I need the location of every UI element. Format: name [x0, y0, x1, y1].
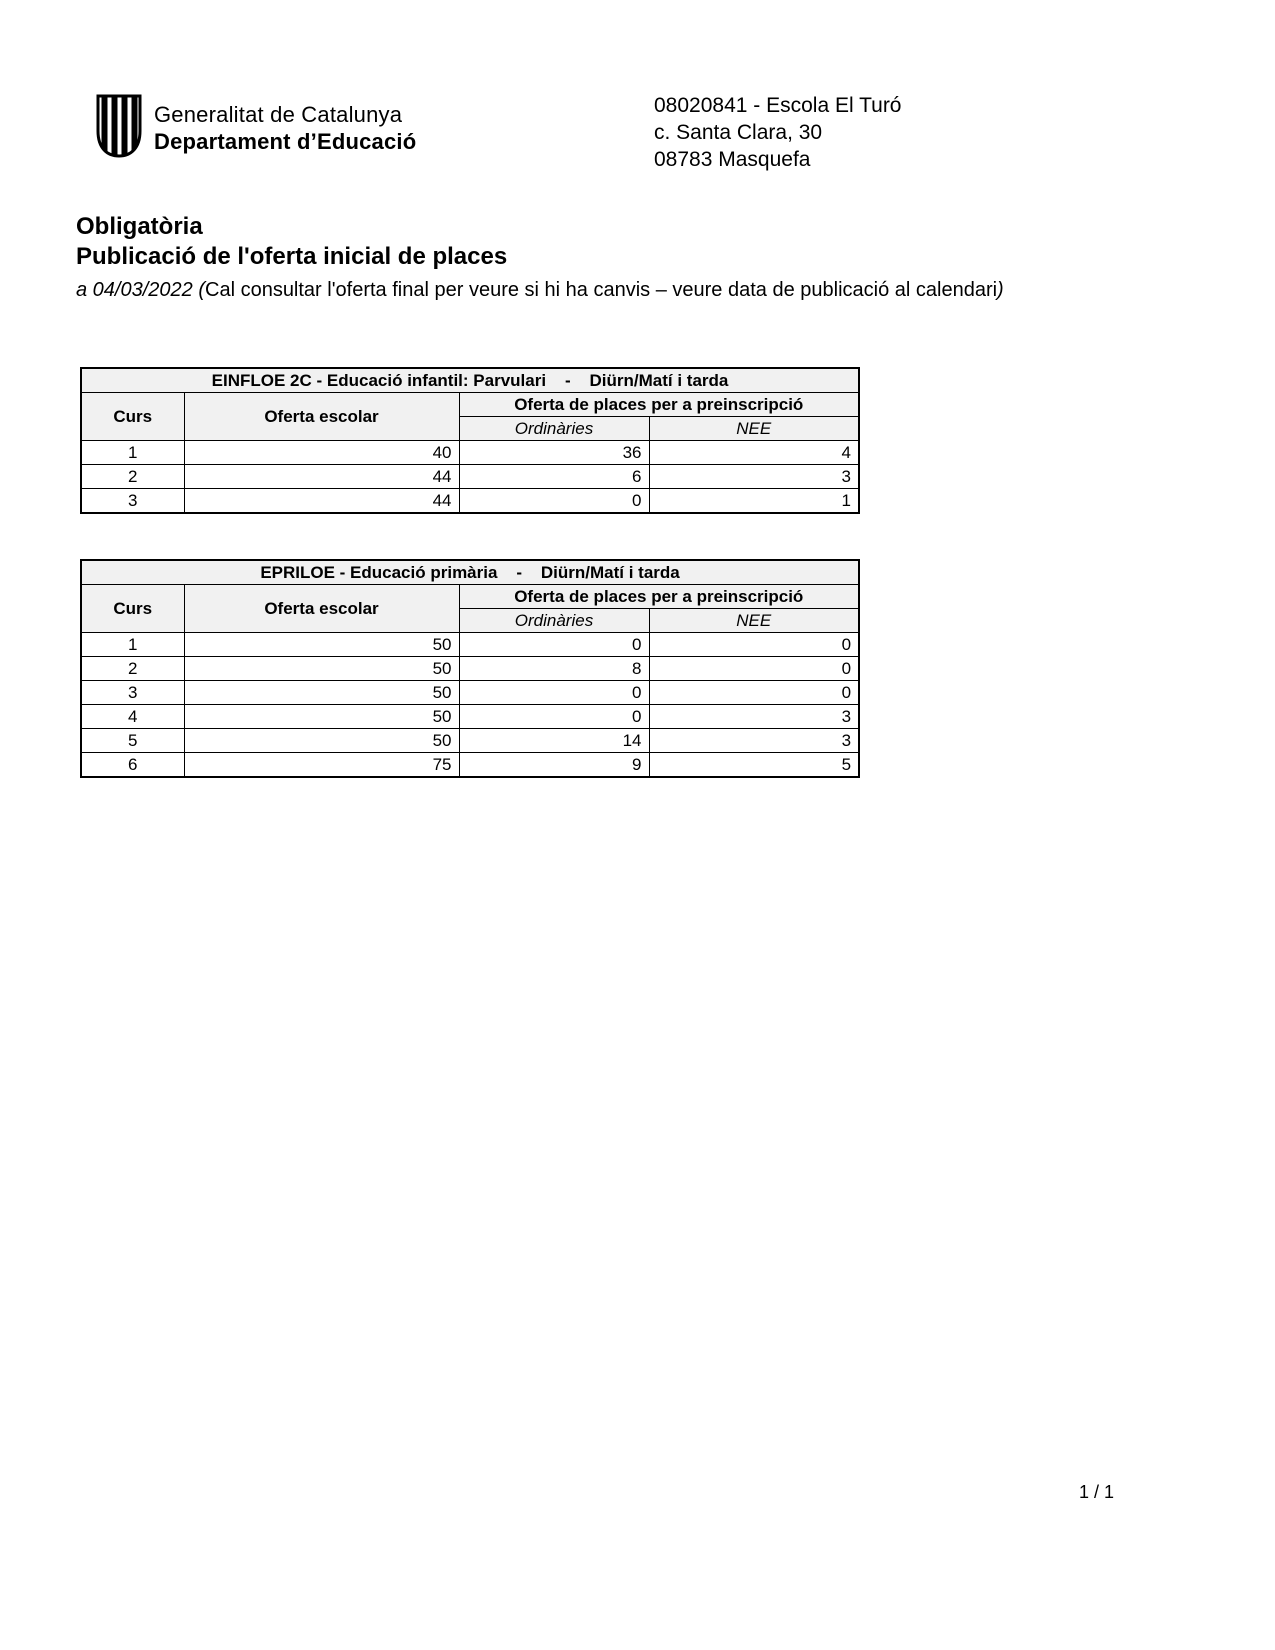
value-cell: 8	[459, 657, 649, 681]
table-title: EPRILOE - Educació primària - Diürn/Matí i tarda	[81, 560, 859, 585]
value-cell: 44	[184, 465, 459, 489]
table-gap	[80, 514, 858, 559]
col-header-curs: Curs	[81, 393, 184, 441]
department-name: Departament d’Educació	[154, 129, 417, 154]
value-cell: 0	[459, 633, 649, 657]
brand-text	[154, 93, 416, 155]
table-title: EINFLOE 2C - Educació infantil: Parvulari - Diürn/Matí i tarda	[81, 368, 859, 393]
value-cell: 0	[459, 705, 649, 729]
value-cell: 50	[184, 681, 459, 705]
value-cell: 0	[649, 681, 859, 705]
curs-cell: 5	[81, 729, 184, 753]
value-cell: 3	[649, 465, 859, 489]
col-header-nee: NEE	[649, 609, 859, 633]
table-row	[81, 441, 859, 465]
school-postal-city: 08783 Masquefa	[654, 148, 811, 171]
subtitle-note: Cal consultar l'oferta final per veure si hi ha canvis – veure data de publicació al calendari	[205, 279, 998, 301]
curs-cell: 3	[81, 681, 184, 705]
page-number: 1 / 1	[1079, 1482, 1115, 1502]
value-cell: 36	[459, 441, 649, 465]
subtitle	[76, 279, 1196, 302]
title-block	[76, 212, 1196, 302]
value-cell: 50	[184, 729, 459, 753]
col-header-oferta-escolar: Oferta escolar	[184, 393, 459, 441]
value-cell: 3	[649, 705, 859, 729]
offer-table-infantil	[80, 367, 860, 514]
col-header-oferta-escolar: Oferta escolar	[184, 585, 459, 633]
subtitle-close-paren: )	[997, 279, 1004, 301]
org-name: Generalitat de Catalunya	[154, 102, 403, 127]
school-code-name: 08020841 - Escola El Turó	[654, 94, 902, 117]
page-title: Publicació de l'oferta inicial de places	[76, 243, 508, 270]
col-header-ordinaries: Ordinàries	[459, 609, 649, 633]
col-header-nee: NEE	[649, 417, 859, 441]
value-cell: 40	[184, 441, 459, 465]
value-cell: 75	[184, 753, 459, 778]
table-row	[81, 633, 859, 657]
table-header-row	[81, 585, 859, 609]
table-row	[81, 705, 859, 729]
school-info-block	[654, 92, 902, 173]
curs-cell: 2	[81, 465, 184, 489]
col-header-ordinaries: Ordinàries	[459, 417, 649, 441]
value-cell: 3	[649, 729, 859, 753]
curs-cell: 3	[81, 489, 184, 514]
tables-section	[80, 367, 858, 778]
brand-block	[95, 93, 416, 159]
table-row	[81, 681, 859, 705]
value-cell: 1	[649, 489, 859, 514]
curs-cell: 4	[81, 705, 184, 729]
value-cell: 0	[649, 633, 859, 657]
value-cell: 50	[184, 633, 459, 657]
subtitle-date: a 04/03/2022 (	[76, 279, 205, 301]
value-cell: 44	[184, 489, 459, 514]
table-row	[81, 729, 859, 753]
table-row	[81, 657, 859, 681]
table-row	[81, 465, 859, 489]
table-row	[81, 753, 859, 778]
generalitat-shield-icon	[95, 93, 143, 159]
table-body-infantil	[81, 441, 859, 514]
value-cell: 50	[184, 657, 459, 681]
col-header-preinscripcio-group: Oferta de places per a preinscripció	[459, 393, 859, 417]
value-cell: 9	[459, 753, 649, 778]
offer-table-primaria	[80, 559, 860, 778]
value-cell: 5	[649, 753, 859, 778]
table-body-primaria	[81, 633, 859, 778]
table-title-row	[81, 368, 859, 393]
col-header-preinscripcio-group: Oferta de places per a preinscripció	[459, 585, 859, 609]
table-title-row	[81, 560, 859, 585]
value-cell: 0	[459, 681, 649, 705]
curs-cell: 6	[81, 753, 184, 778]
school-street: c. Santa Clara, 30	[654, 121, 823, 144]
value-cell: 4	[649, 441, 859, 465]
value-cell: 14	[459, 729, 649, 753]
curs-cell: 1	[81, 441, 184, 465]
col-header-curs: Curs	[81, 585, 184, 633]
value-cell: 6	[459, 465, 649, 489]
value-cell: 0	[459, 489, 649, 514]
table-row	[81, 489, 859, 514]
section-title: Obligatòria	[76, 213, 203, 240]
curs-cell: 2	[81, 657, 184, 681]
value-cell: 50	[184, 705, 459, 729]
value-cell: 0	[649, 657, 859, 681]
curs-cell: 1	[81, 633, 184, 657]
table-header-row	[81, 393, 859, 417]
